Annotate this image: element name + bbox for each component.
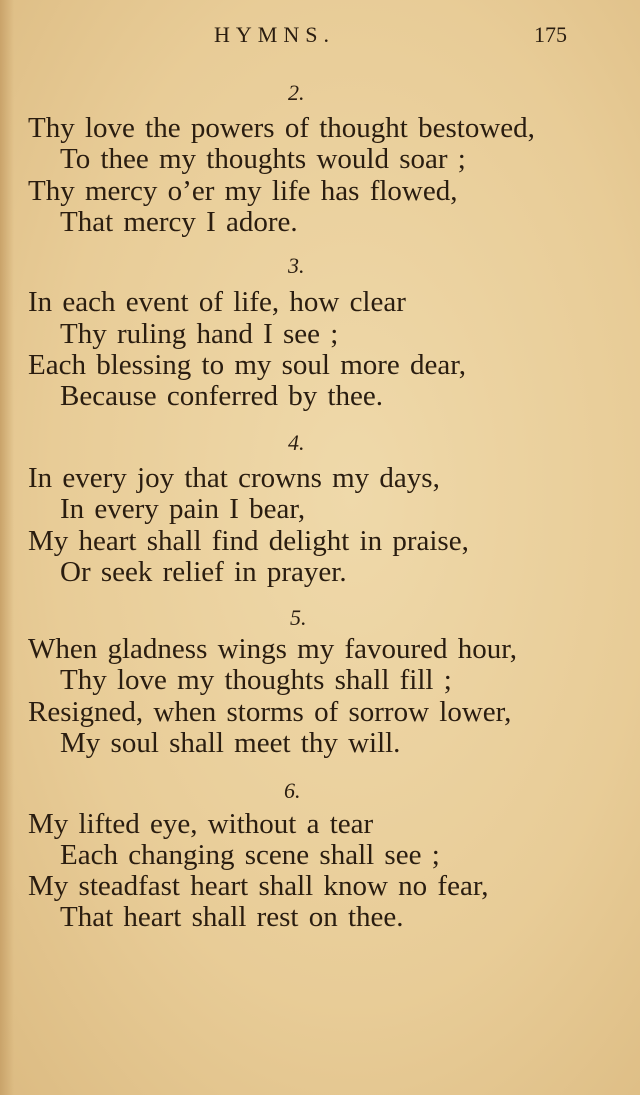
- verse-line: My steadfast heart shall know no fear,: [28, 870, 489, 902]
- verse-line: Or seek relief in prayer.: [60, 556, 347, 588]
- verse-line: That mercy I adore.: [60, 206, 298, 238]
- stanza-number: 4.: [288, 430, 305, 455]
- page-edge-shadow: [0, 0, 14, 1095]
- verse-line: To thee my thoughts would soar ;: [60, 143, 466, 175]
- stanza-number: 2.: [288, 80, 305, 105]
- verse-line: Thy mercy o’er my life has flowed,: [28, 175, 458, 207]
- stanza-number: 6.: [284, 778, 301, 803]
- verse-line: My soul shall meet thy will.: [60, 727, 401, 759]
- verse-line: My heart shall find delight in praise,: [28, 525, 469, 557]
- page-number: 175: [534, 22, 567, 47]
- verse-line: Each changing scene shall see ;: [60, 839, 440, 871]
- stanza-number: 3.: [288, 253, 305, 278]
- verse-line: In every joy that crowns my days,: [28, 462, 440, 494]
- verse-line: In each event of life, how clear: [28, 286, 406, 318]
- verse-line: That heart shall rest on thee.: [60, 901, 404, 933]
- verse-line: Thy ruling hand I see ;: [60, 318, 339, 350]
- page-header: [0, 22, 640, 52]
- verse-line: Thy love the powers of thought bestowed,: [28, 112, 535, 144]
- verse-line: Because conferred by thee.: [60, 380, 384, 412]
- verse-line: My lifted eye, without a tear: [28, 808, 374, 840]
- verse-line: In every pain I bear,: [60, 493, 306, 525]
- verse-line: Resigned, when storms of sorrow lower,: [28, 696, 512, 728]
- verse-line: Thy love my thoughts shall fill ;: [60, 664, 452, 696]
- verse-line: When gladness wings my favoured hour,: [28, 633, 518, 665]
- running-head: HYMNS.: [214, 22, 335, 47]
- stanza-number: 5.: [290, 605, 307, 630]
- verse-line: Each blessing to my soul more dear,: [28, 349, 467, 381]
